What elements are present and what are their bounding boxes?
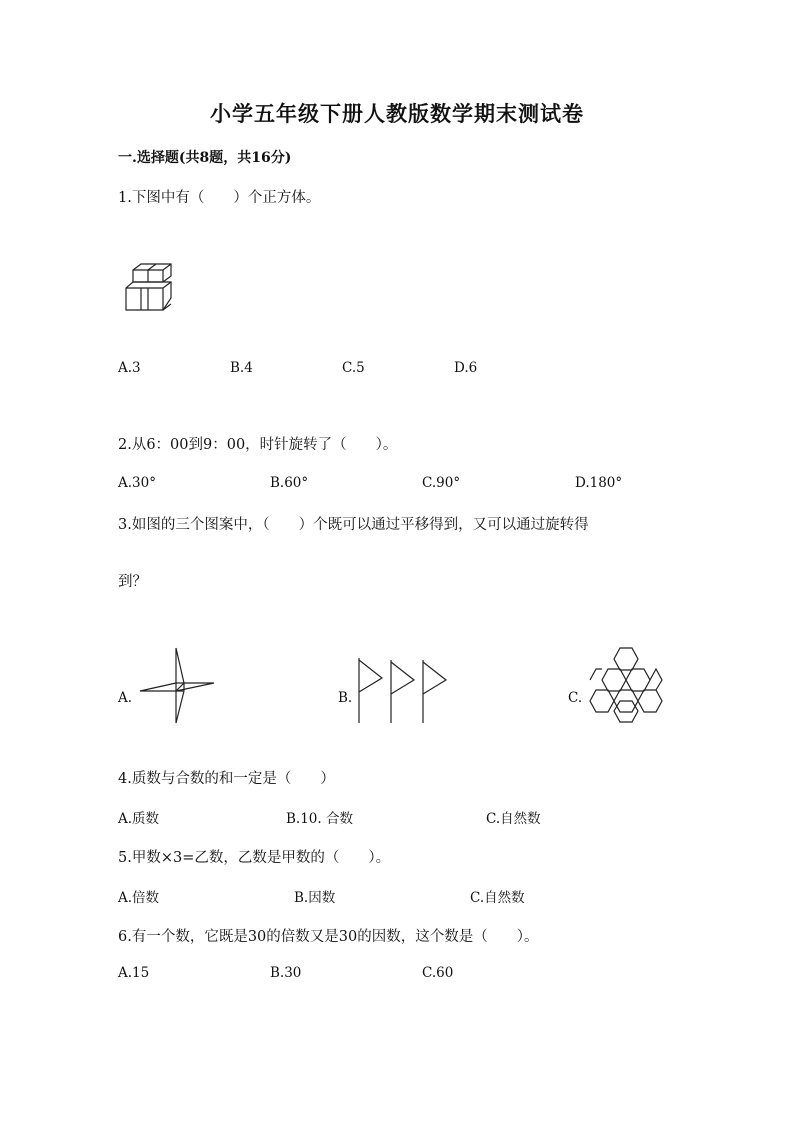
q5-option-b[interactable]: B.因数 bbox=[294, 890, 336, 906]
question-3: 3.如图的三个图案中，（ ）个既可以通过平移得到，又可以通过旋转得 bbox=[118, 517, 589, 533]
question-3-continued: 到？ bbox=[118, 574, 147, 590]
flags-figure bbox=[358, 658, 450, 724]
q1-option-c[interactable]: C.5 bbox=[342, 360, 365, 376]
q5-option-c[interactable]: C.自然数 bbox=[470, 890, 525, 906]
q1-option-b[interactable]: B.4 bbox=[230, 360, 253, 376]
page-title: 小学五年级下册人教版数学期末测试卷 bbox=[210, 101, 584, 126]
cube-stack-figure bbox=[126, 262, 176, 314]
question-6: 6.有一个数，它既是30的倍数又是30的因数，这个数是（ ）。 bbox=[118, 929, 539, 945]
question-1: 1.下图中有（ ）个正方体。 bbox=[118, 190, 321, 206]
q2-option-b[interactable]: B.60° bbox=[270, 475, 309, 491]
q1-option-a[interactable]: A.3 bbox=[118, 360, 141, 376]
question-2: 2.从6：00到9：00，时针旋转了（ ）。 bbox=[118, 437, 398, 453]
q2-option-a[interactable]: A.30° bbox=[118, 475, 156, 491]
q4-option-a[interactable]: A.质数 bbox=[118, 811, 160, 827]
q3-option-a[interactable]: A. bbox=[118, 690, 133, 706]
q4-option-b[interactable]: B.10. 合数 bbox=[286, 811, 353, 827]
q1-option-d[interactable]: D.6 bbox=[454, 360, 478, 376]
q4-option-c[interactable]: C.自然数 bbox=[486, 811, 541, 827]
question-4: 4.质数与合数的和一定是（ ） bbox=[118, 771, 335, 787]
q6-option-a[interactable]: A.15 bbox=[118, 965, 150, 981]
q5-option-a[interactable]: A.倍数 bbox=[118, 890, 160, 906]
q6-option-c[interactable]: C.60 bbox=[422, 965, 454, 981]
hexagon-flower-figure bbox=[588, 645, 664, 725]
section-heading: 一.选择题(共8题，共16分) bbox=[118, 150, 292, 166]
q6-option-b[interactable]: B.30 bbox=[270, 965, 302, 981]
q3-option-c[interactable]: C. bbox=[568, 690, 583, 706]
question-5: 5.甲数×3=乙数，乙数是甲数的（ ）。 bbox=[118, 850, 391, 866]
pinwheel-figure bbox=[138, 645, 218, 725]
q2-option-d[interactable]: D.180° bbox=[575, 475, 623, 491]
q3-option-b[interactable]: B. bbox=[338, 690, 353, 706]
q2-option-c[interactable]: C.90° bbox=[422, 475, 461, 491]
